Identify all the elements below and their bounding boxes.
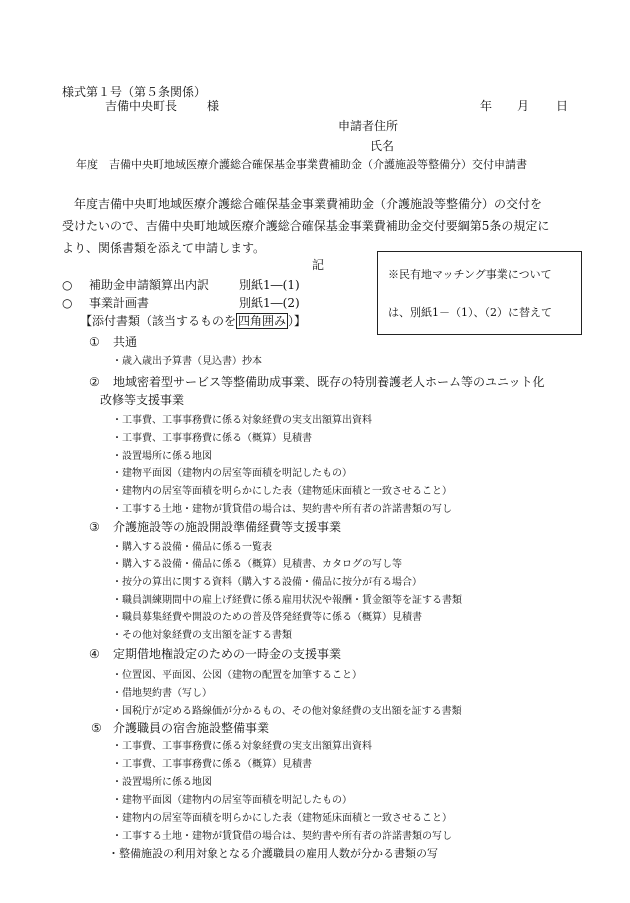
section-line: ・工事費、工事事務費に係る対象経費の実支出額算出資料 xyxy=(112,415,372,426)
date-month: 月 xyxy=(517,99,530,113)
attachments-suffix: ）】 xyxy=(288,314,307,328)
section-line: ・購入する設備・備品に係る（概算）見積書、カタログの写し等 xyxy=(112,559,402,570)
section-title: 介護職員の宿舎施設整備事業 xyxy=(113,721,270,735)
section-number: ⑤ xyxy=(91,721,102,735)
section-title: 介護施設等の施設開設準備経費等支援事業 xyxy=(113,520,342,534)
section-line: ・工事費、工事事務費に係る（概算）見積書 xyxy=(112,759,312,770)
section-line: ・工事費、工事事務費に係る（概算）見積書 xyxy=(112,433,312,444)
paragraph-line: より、関係書類を添えて申請します。 xyxy=(62,241,266,255)
attachments-heading xyxy=(80,315,306,328)
section-title-cont: 改修等支援事業 xyxy=(100,393,185,407)
addressee: 吉備中央町長 xyxy=(105,99,178,113)
section-line: ・按分の算出に関する資料（購入する設備・備品に按分が有る場合） xyxy=(112,577,422,588)
section-number: ③ xyxy=(89,520,100,534)
paragraph-line: 年度吉備中央町地域医療介護総合確保基金事業費補助金（介護施設等整備分）の交付を xyxy=(74,197,543,211)
section-number: ① xyxy=(89,335,100,349)
body-paragraph xyxy=(62,193,577,259)
honorific: 様 xyxy=(207,99,220,113)
document-title: 年度 吉備中央町地域医療介護総合確保基金事業費補助金（介護施設等整備分）交付申請書 xyxy=(76,158,527,171)
note-line: ※民有地マッチング事業について xyxy=(388,268,552,281)
section-line: ・購入する設備・備品に係る一覧表 xyxy=(112,542,272,553)
attachments-prefix: 【添付書類（該当するものを xyxy=(80,314,237,328)
section-number: ② xyxy=(89,375,100,389)
section-title: 定期借地権設定のための一時金の支援事業 xyxy=(113,647,342,661)
item-ref: 別紙1―(2) xyxy=(239,296,300,310)
form-number: 様式第１号（第５条関係） xyxy=(62,85,207,99)
section-line: ・歳入歳出予算書（見込書）抄本 xyxy=(112,356,262,367)
note-line: は、別紙1－（1）、（2）に替えて xyxy=(388,306,552,319)
section-line: ・位置図、平面図、公図（建物の配置を加筆すること） xyxy=(112,670,362,681)
section-line: ・建物平面図（建物内の居室等面積を明記したもの） xyxy=(112,468,352,479)
ki-label: 記 xyxy=(312,258,325,272)
date-year: 年 xyxy=(480,99,493,113)
section-line: ・工事する土地・建物が賃貸借の場合は、契約書や所有者の許諾書類の写し xyxy=(112,831,452,842)
applicant-address-label: 申請者住所 xyxy=(338,119,399,133)
section-line: ・建物平面図（建物内の居室等面積を明記したもの） xyxy=(112,795,352,806)
section-line: ・職員募集経費や開設のための普及啓発経費等に係る（概算）見積書 xyxy=(112,612,422,623)
section-line: ・工事する土地・建物が賃貸借の場合は、契約書や所有者の許諾書類の写し xyxy=(112,504,452,515)
item-mark: ○ xyxy=(62,278,73,292)
section-line: ・設置場所に係る地図 xyxy=(112,451,212,462)
item-label: 補助金申請額算出内訳 xyxy=(89,278,210,292)
section-line: ・工事費、工事事務費に係る対象経費の実支出額算出資料 xyxy=(112,741,372,752)
section-title: 共通 xyxy=(113,335,138,349)
section-line: ・設置場所に係る地図 xyxy=(112,777,212,788)
section-line: ・国税庁が定める路線価が分かるもの、その他対象経費の支出額を証する書類 xyxy=(112,706,462,717)
section-line: ・職員訓練期間中の雇上げ経費に係る雇用状況や報酬・賃金額等を証する書類 xyxy=(112,595,462,606)
section-line: ・建物内の居室等面積を明らかにした表（建物延床面積と一致させること） xyxy=(112,813,452,824)
section-line: ・建物内の居室等面積を明らかにした表（建物延床面積と一致させること） xyxy=(112,486,452,497)
section-line: ・整備施設の利用対象となる介護職員の雇用人数が分かる書類の写 xyxy=(108,847,438,860)
item-label: 事業計画書 xyxy=(89,296,150,310)
applicant-name-label: 氏名 xyxy=(370,139,395,153)
item-ref: 別紙1―(1) xyxy=(239,278,300,292)
section-title: 地域密着型サービス等整備助成事業、既存の特別養護老人ホーム等のユニット化 xyxy=(113,375,545,389)
paragraph-line: 受けたいので、吉備中央町地域医療介護総合確保基金事業費補助金交付要綱第5条の規定に xyxy=(62,219,550,233)
section-number: ④ xyxy=(89,647,100,661)
date-day: 日 xyxy=(556,99,569,113)
section-line: ・借地契約書（写し） xyxy=(112,688,212,699)
item-mark: ○ xyxy=(62,296,73,310)
section-line: ・その他対象経費の支出額を証する書類 xyxy=(112,630,292,641)
note-box xyxy=(377,251,582,335)
boxed-text: 四角囲み xyxy=(238,314,287,328)
